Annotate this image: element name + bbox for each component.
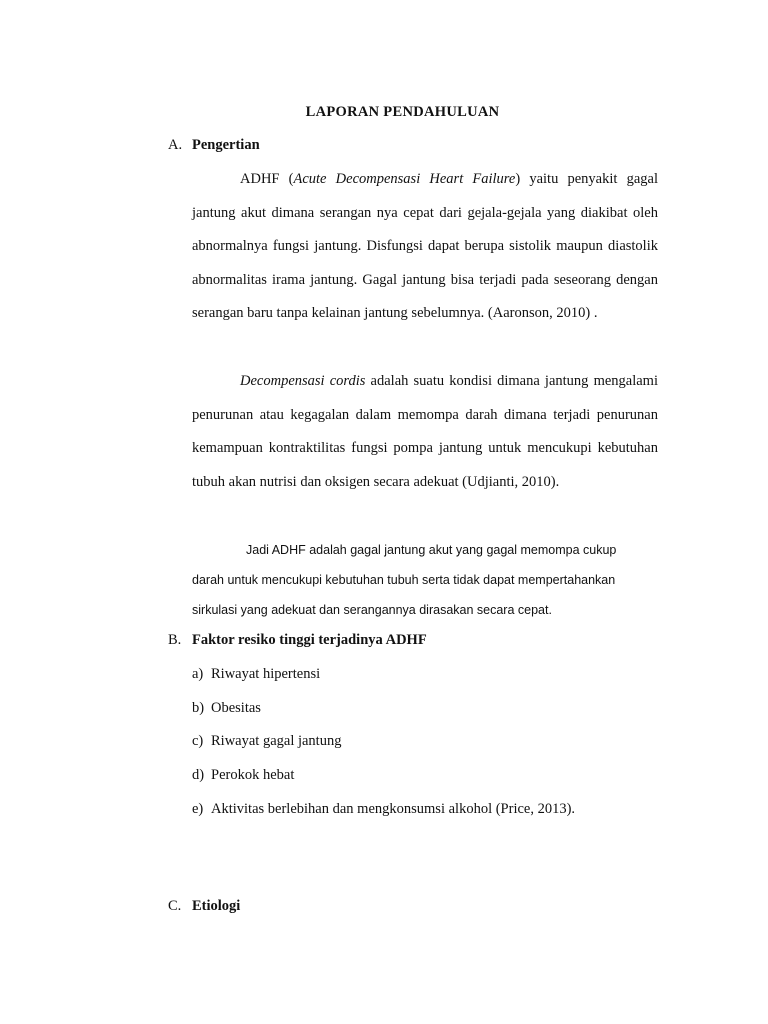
paragraph-adhf-summary (192, 535, 658, 625)
list-item-text: Riwayat gagal jantung (211, 733, 342, 749)
section-c-title: Etiologi (192, 898, 241, 914)
para1-rest: ) yaitu penyakit gagal jantung akut dimana serangan nya cepat dari gejala-gejala yang diakibat oleh abnormalnya fungsi jantung. Disfungsi dapat berupa sistolik maupun diastolik abnormalitas irama jantung. Gagal jantung bisa terjadi pada seseorang dengan serangan baru tanpa kelainan jantung sebelumnya. (Aaronson, 2010) . (192, 171, 658, 321)
summary-line-2: darah untuk mencukupi kebutuhan tubuh serta tidak dapat mempertahankan (192, 573, 616, 587)
para2-italic: Decompensasi cordis (240, 373, 366, 389)
section-b-title: Faktor resiko tinggi terjadinya ADHF (192, 632, 427, 648)
paragraph-adhf-definition (192, 163, 658, 331)
list-item (192, 801, 575, 818)
list-item-label: c) (192, 733, 204, 749)
list-item-label: e) (192, 801, 204, 817)
list-item-label: d) (192, 767, 205, 783)
para1-italic: Acute Decompensasi Heart Failure (293, 171, 516, 187)
list-item-text: Aktivitas berlebihan dan mengkonsumsi alkohol (Price, 2013). (211, 801, 576, 817)
paragraph-decompensasi-cordis (192, 365, 658, 499)
para2-rest: adalah suatu kondisi dimana jantung mengalami penurunan atau kegagalan dalam memompa darah dimana terjadi penurunan kemampuan kontraktilitas fungsi pompa jantung untuk mencukupi kebutuhan tubuh akan nutrisi dan oksigen secara adekuat (Udjianti, 2010). (192, 373, 658, 490)
para1-lead: ADHF ( (240, 171, 294, 187)
list-item (192, 700, 261, 717)
list-item-text: Obesitas (211, 700, 261, 716)
section-b-letter: B. (168, 632, 182, 648)
section-a-title: Pengertian (192, 137, 260, 153)
section-a-letter: A. (168, 137, 183, 153)
list-item (192, 666, 320, 683)
summary-line-3: sirkulasi yang adekuat dan serangannya dirasakan secara cepat. (192, 603, 552, 617)
list-item-text: Perokok hebat (211, 767, 295, 783)
list-item (192, 733, 341, 750)
list-item (192, 767, 294, 784)
list-item-text: Riwayat hipertensi (211, 666, 321, 682)
document-title: LAPORAN PENDAHULUAN (305, 104, 500, 120)
list-item-label: a) (192, 666, 204, 682)
list-item-label: b) (192, 700, 205, 716)
section-c-letter: C. (168, 898, 182, 914)
summary-line-1: Jadi ADHF adalah gagal jantung akut yang gagal memompa cukup (246, 543, 617, 557)
